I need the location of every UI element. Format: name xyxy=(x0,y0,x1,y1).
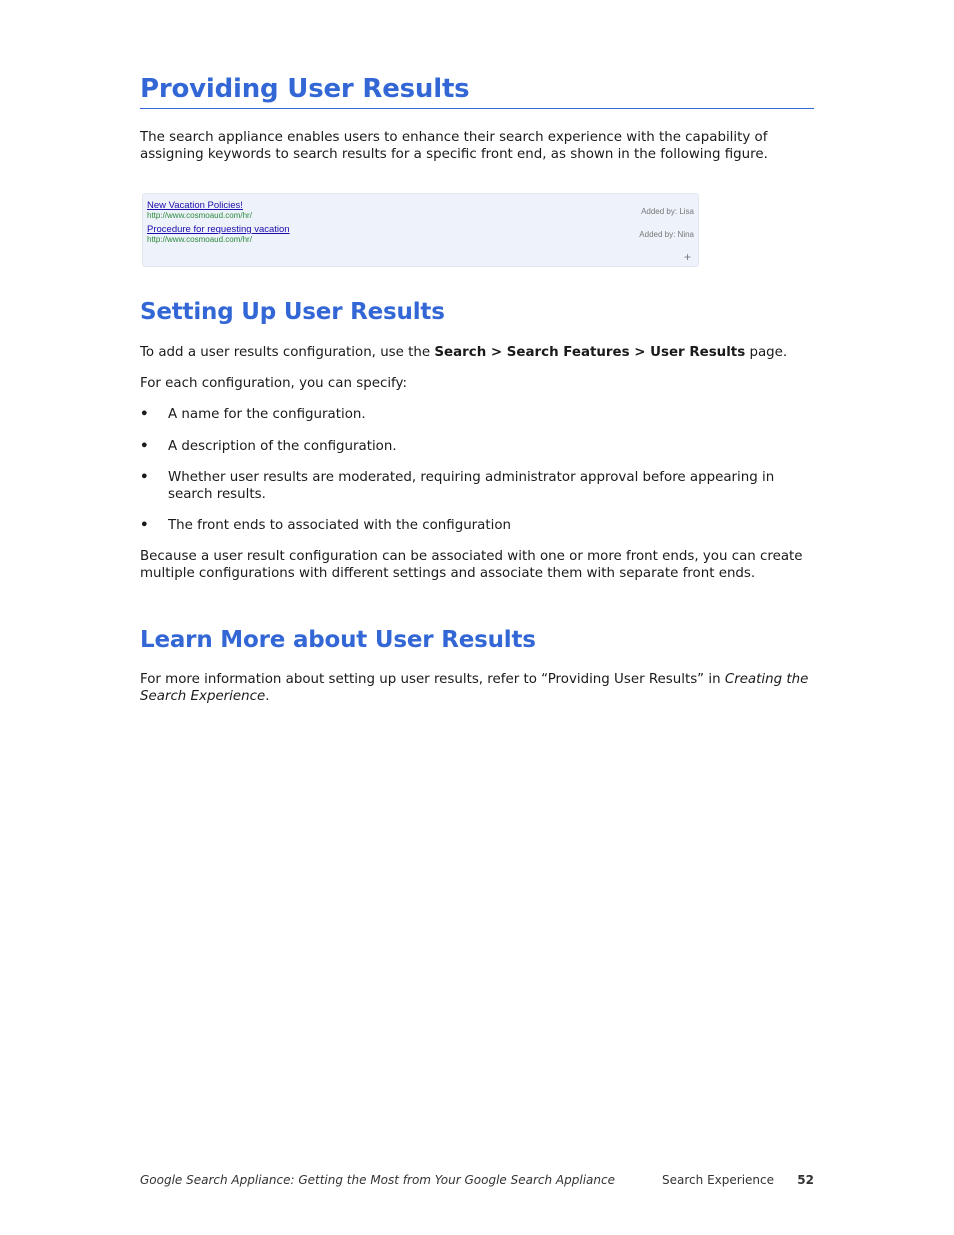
learn-more-end: . xyxy=(265,689,270,704)
footer-book-title: Google Search Appliance: Getting the Most from Your Google Search Appliance xyxy=(140,1173,615,1187)
added-by-label: Added by: Nina xyxy=(639,230,694,239)
learn-more-paragraph xyxy=(140,671,814,705)
page-footer xyxy=(140,1173,814,1191)
added-by-label: Added by: Lisa xyxy=(641,207,694,216)
setup-heading: Setting Up User Results xyxy=(140,299,445,325)
list-item-text: The front ends to associated with the configuration xyxy=(168,518,512,533)
footer-chapter: Search Experience xyxy=(662,1173,774,1187)
list-item-text: A description of the configuration. xyxy=(168,439,397,454)
bullet-icon: • xyxy=(140,470,149,485)
page-number: 52 xyxy=(797,1173,814,1187)
user-result-item xyxy=(147,224,290,245)
result-link[interactable]: New Vacation Policies! xyxy=(147,200,243,211)
list-item-text: Whether user results are moderated, requiring administrator approval before appearing in search results. xyxy=(168,470,775,502)
result-url: http://www.cosmoaud.com/hr/ xyxy=(147,235,252,244)
book-reference: Creating the Search Experience xyxy=(140,672,809,704)
setup-paragraph-3: Because a user result configuration can be associated with one or more front ends, you can create multiple configurations with different settings and associate them with separate front ends. xyxy=(140,549,803,581)
intro-paragraph: The search appliance enables users to enhance their search experience with the capability of assigning keywords to search results for a specific front end, as shown in the following figure. xyxy=(140,130,768,162)
setup-paragraph-2: For each configuration, you can specify: xyxy=(140,376,407,391)
bullet-icon: • xyxy=(140,439,149,454)
bullet-icon: • xyxy=(140,407,149,422)
result-link[interactable]: Procedure for requesting vacation xyxy=(147,224,290,235)
setup-p1-end: page. xyxy=(745,345,788,360)
setup-paragraph-1 xyxy=(140,344,814,361)
user-result-item xyxy=(147,200,252,221)
menu-path: Search > Search Features > User Results xyxy=(434,345,746,360)
learn-more-heading: Learn More about User Results xyxy=(140,627,536,653)
result-url: http://www.cosmoaud.com/hr/ xyxy=(147,211,252,220)
learn-more-text: For more information about setting up user results, refer to “Providing User Results” in xyxy=(140,672,725,687)
list-item-text: A name for the configuration. xyxy=(168,407,366,422)
bullet-icon: • xyxy=(140,518,149,533)
page-title: Providing User Results xyxy=(140,74,814,109)
add-result-icon[interactable]: + xyxy=(683,250,691,264)
setup-p1-text: To add a user results configuration, use the xyxy=(140,345,435,360)
user-results-figure xyxy=(142,193,699,267)
